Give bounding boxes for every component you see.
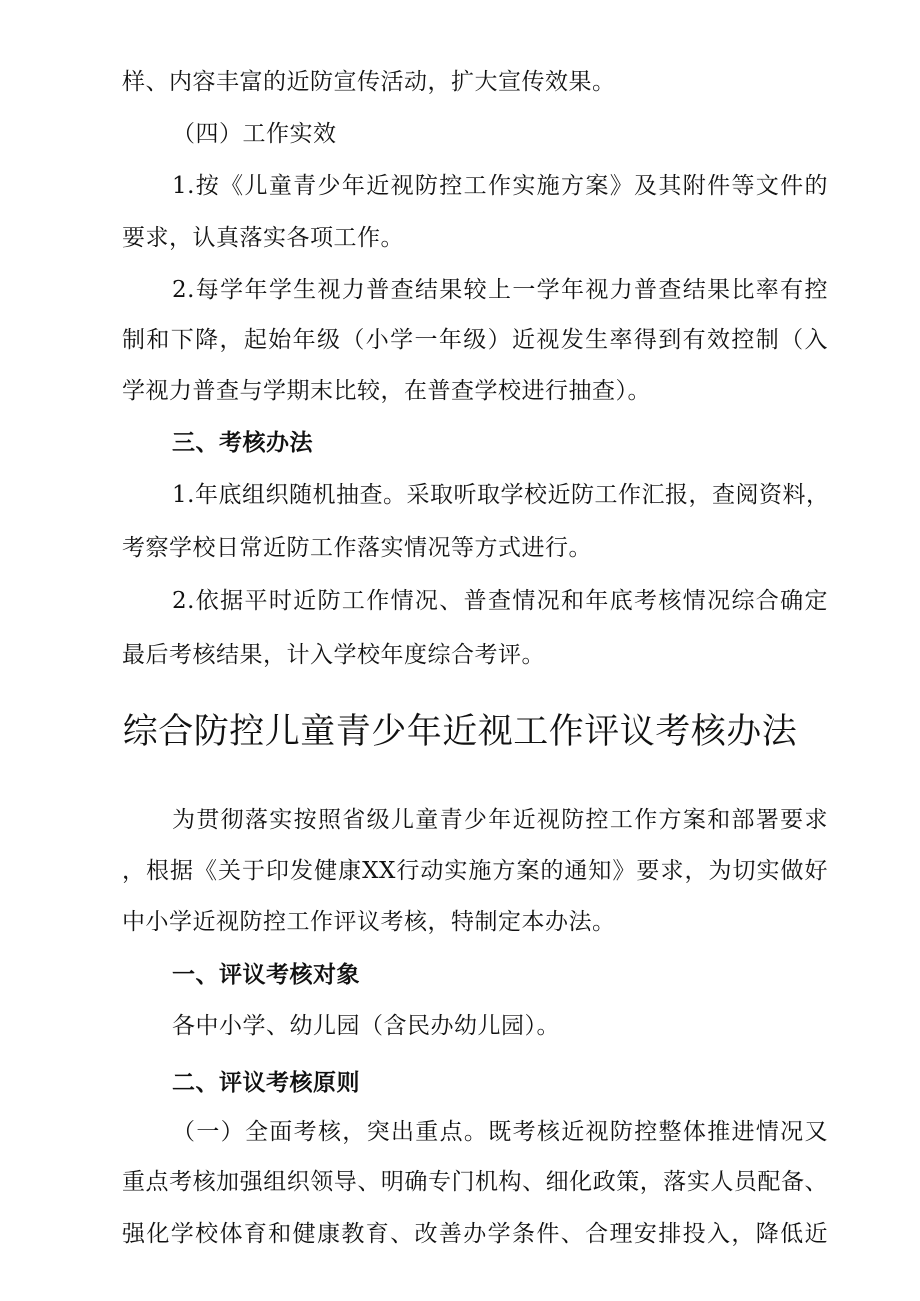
- paragraph-line: 最后考核结果，计入学校年度综合考评。: [122, 642, 545, 668]
- section-heading: 一、评议考核对象: [172, 962, 360, 988]
- paragraph-line: 2.依据平时近防工作情况、普查情况和年底考核情况综合确定: [172, 588, 828, 614]
- paragraph-line: 1.年底组织随机抽查。采取听取学校近防工作汇报，查阅资料，: [172, 482, 830, 508]
- paragraph-line: 学视力普查与学期末比较，在普查学校进行抽查）。: [122, 378, 651, 404]
- document-title: 综合防控儿童青少年近视工作评议考核办法: [122, 712, 798, 752]
- paragraph-line: 强化学校体育和健康教育、改善办学条件、合理安排投入，降低近: [122, 1221, 828, 1247]
- paragraph-line: 重点考核加强组织领导、明确专门机构、细化政策，落实人员配备、: [122, 1169, 828, 1195]
- paragraph-line: 制和下降，起始年级（小学一年级）近视发生率得到有效控制（入: [122, 327, 828, 353]
- paragraph-line: ，根据《关于印发健康XX行动实施方案的通知》要求，为切实做好: [122, 858, 828, 884]
- paragraph-line: （一）全面考核，突出重点。既考核近视防控整体推进情况又: [172, 1119, 828, 1145]
- paragraph-line: 要求，认真落实各项工作。: [122, 225, 404, 251]
- paragraph-line: 各中小学、幼儿园（含民办幼儿园）。: [172, 1013, 560, 1039]
- paragraph-line: 中小学近视防控工作评议考核，特制定本办法。: [122, 909, 616, 935]
- paragraph-line: 考察学校日常近防工作落实情况等方式进行。: [122, 535, 592, 561]
- subsection-heading: （四）工作实效: [172, 121, 337, 147]
- section-heading: 二、评议考核原则: [172, 1070, 360, 1096]
- paragraph-line: 样、内容丰富的近防宣传活动，扩大宣传效果。: [122, 69, 616, 95]
- paragraph-line: 1.按《儿童青少年近视防控工作实施方案》及其附件等文件的: [172, 173, 828, 199]
- paragraph-line: 2.每学年学生视力普查结果较上一学年视力普查结果比率有控: [172, 277, 828, 303]
- section-heading: 三、考核办法: [172, 430, 313, 456]
- paragraph-line: 为贯彻落实按照省级儿童青少年近视防控工作方案和部署要求: [172, 807, 828, 833]
